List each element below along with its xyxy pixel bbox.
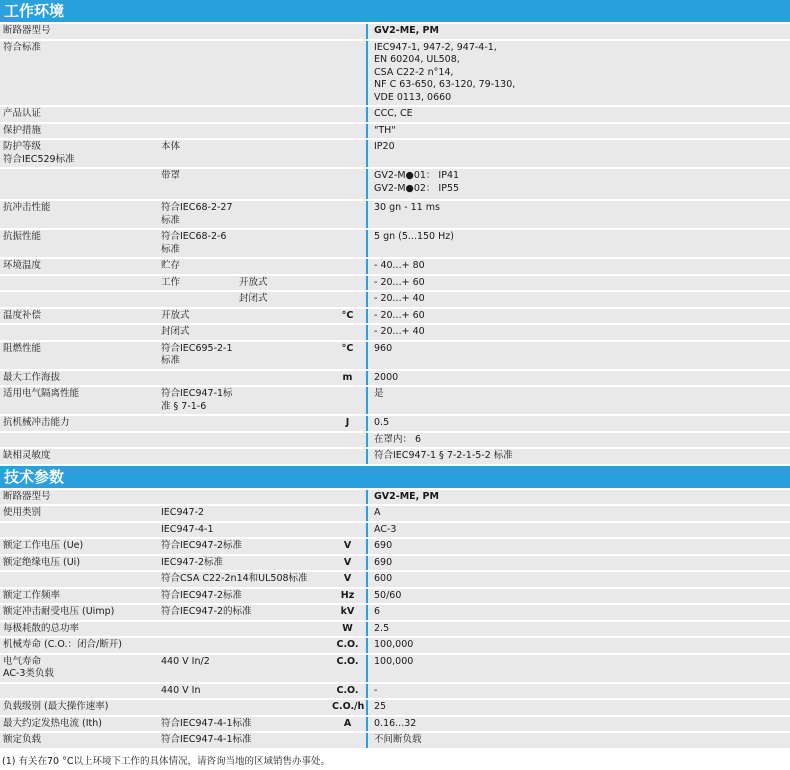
row-value: GV2-ME, PM [367,24,790,40]
row-label [0,432,158,449]
row-unit [329,106,367,123]
row-value: CCC, CE [367,106,790,123]
row-subcondition [236,229,329,258]
section-title-environment: 工作环境 [0,0,790,24]
row-label [0,168,158,200]
row-condition: 符合IEC947-2的标准 [158,604,329,621]
row-unit: °C [329,308,367,325]
row-condition [158,637,329,654]
environment-table [0,24,790,466]
row-value: 690 [367,538,790,555]
row-label: 负载级别 (最大操作速率) [0,699,158,716]
row-condition: 符合IEC947-4-1标准 [158,716,329,733]
row-value: 100,000 [367,637,790,654]
row-subcondition [236,370,329,387]
table-row [0,291,790,308]
row-value: GV2-M●01： IP41 GV2-M●02： IP55 [367,168,790,200]
row-condition: 符合IEC68-2-6标准 [158,229,236,258]
row-value: AC-3 [367,522,790,539]
table-row [0,637,790,654]
table-row [0,229,790,258]
table-row [0,683,790,700]
row-unit: C.O./h [329,699,367,716]
row-condition: IEC947-4-1 [158,522,329,539]
row-label: 阻燃性能 [0,341,158,370]
table-row [0,341,790,370]
row-label: 最大约定发热电流 (Ith) [0,716,158,733]
table-row [0,732,790,749]
row-condition [158,699,329,716]
row-unit: V [329,555,367,572]
row-condition: IEC947-2 [158,505,329,522]
row-label [0,683,158,700]
table-row [0,538,790,555]
row-value: 在罩内： 6 [367,432,790,449]
row-unit [329,291,367,308]
row-unit [329,40,367,107]
row-value: 690 [367,555,790,572]
row-condition [158,40,236,107]
row-condition [158,621,329,638]
row-subcondition [236,415,329,432]
row-value: 2000 [367,370,790,387]
row-subcondition [236,258,329,275]
table-row [0,571,790,588]
row-unit [329,139,367,168]
table-row [0,621,790,638]
row-value: GV2-ME, PM [367,490,790,506]
row-value: - 20...+ 60 [367,308,790,325]
row-condition: 符合CSA C22-2n14和UL508标准 [158,571,329,588]
technical-table [0,490,790,750]
row-condition: 符合IEC68-2-27标准 [158,200,236,229]
row-condition [158,415,236,432]
row-subcondition [236,106,329,123]
row-label: 断路器型号 [0,24,158,40]
row-value: "TH" [367,123,790,140]
table-row [0,106,790,123]
row-label: 抗机械冲击能力 [0,415,158,432]
row-unit: C.O. [329,637,367,654]
row-label: 防护等级 符合IEC529标准 [0,139,158,168]
table-row [0,324,790,341]
table-row [0,386,790,415]
row-value: 100,000 [367,654,790,683]
row-subcondition [236,448,329,465]
row-value: 0.5 [367,415,790,432]
footnote: (1) 有关在70 °C以上环境下工作的具体情况，请咨询当地的区域销售办事处。 [2,755,330,767]
row-condition: 工作 [158,275,236,292]
row-unit: m [329,370,367,387]
row-unit [329,448,367,465]
row-value: 600 [367,571,790,588]
row-unit [329,258,367,275]
row-unit: Hz [329,588,367,605]
row-unit: C.O. [329,654,367,683]
row-unit [329,732,367,749]
row-condition: 贮存 [158,258,236,275]
table-row [0,24,790,40]
row-unit [329,386,367,415]
row-condition: 本体 [158,139,236,168]
row-value: IP20 [367,139,790,168]
row-condition [158,448,236,465]
row-unit [329,432,367,449]
row-condition: 符合IEC947-2标准 [158,588,329,605]
row-subcondition [236,308,329,325]
row-condition: 符合IEC695-2-1标准 [158,341,236,370]
row-label: 每极耗散的总功率 [0,621,158,638]
row-label [0,571,158,588]
row-label: 电气寿命 AC-3类负载 [0,654,158,683]
row-label: 额定冲击耐受电压 (Uimp) [0,604,158,621]
row-label: 额定负载 [0,732,158,749]
row-condition: 440 V In/2 [158,654,329,683]
row-condition: 符合IEC947-2标准 [158,538,329,555]
row-subcondition [236,123,329,140]
row-subcondition [236,24,329,40]
row-value: IEC947-1, 947-2, 947-4-1, EN 60204, UL508, CSA C22-2 n°14, NF C 63-650, 63-120, 79-130, VDE 0113, 0660 [367,40,790,107]
row-label: 产品认证 [0,106,158,123]
row-subcondition [236,200,329,229]
table-row [0,522,790,539]
row-condition: 开放式 [158,308,236,325]
row-unit [329,168,367,200]
row-label: 额定工作频率 [0,588,158,605]
row-unit: C.O. [329,683,367,700]
table-row [0,370,790,387]
row-value: 不间断负载 [367,732,790,749]
table-row [0,308,790,325]
row-unit [329,200,367,229]
row-label: 温度补偿 [0,308,158,325]
row-subcondition [236,324,329,341]
row-label: 缺相灵敏度 [0,448,158,465]
row-subcondition [236,168,329,200]
row-unit [329,123,367,140]
row-subcondition: 封闭式 [236,291,329,308]
row-unit: V [329,571,367,588]
row-unit [329,522,367,539]
row-label [0,324,158,341]
row-label: 最大工作海拔 [0,370,158,387]
row-unit [329,505,367,522]
row-label: 符合标准 [0,40,158,107]
row-unit [329,490,367,506]
row-condition: 440 V In [158,683,329,700]
table-row [0,168,790,200]
row-value: 50/60 [367,588,790,605]
row-value: 2.5 [367,621,790,638]
row-label: 额定工作电压 (Ue) [0,538,158,555]
row-label: 适用电气隔离性能 [0,386,158,415]
table-row [0,588,790,605]
table-row [0,275,790,292]
row-unit: V [329,538,367,555]
row-label: 使用类别 [0,505,158,522]
table-row [0,258,790,275]
row-subcondition: 开放式 [236,275,329,292]
row-subcondition [236,432,329,449]
table-row [0,200,790,229]
row-value: - 20...+ 40 [367,291,790,308]
row-condition [158,370,236,387]
row-unit: °C [329,341,367,370]
row-condition [158,123,236,140]
row-label [0,522,158,539]
table-row [0,490,790,506]
row-unit: kV [329,604,367,621]
table-row [0,415,790,432]
row-label: 额定绝缘电压 (Ui) [0,555,158,572]
row-condition [158,490,329,506]
row-value: 960 [367,341,790,370]
table-row [0,699,790,716]
row-value: 5 gn (5...150 Hz) [367,229,790,258]
row-unit [329,275,367,292]
row-label: 断路器型号 [0,490,158,506]
table-row [0,40,790,107]
row-label: 抗冲击性能 [0,200,158,229]
row-condition: IEC947-2标准 [158,555,329,572]
row-condition [158,24,236,40]
table-row [0,716,790,733]
row-condition: 符合IEC947-1标准 § 7-1-6 [158,386,236,415]
row-unit [329,24,367,40]
table-row [0,139,790,168]
section-title-technical: 技术参数 [0,466,790,490]
row-value: A [367,505,790,522]
row-condition [158,432,236,449]
row-value: 30 gn - 11 ms [367,200,790,229]
row-unit: A [329,716,367,733]
row-value: - [367,683,790,700]
table-row [0,505,790,522]
row-label: 保护措施 [0,123,158,140]
row-value: - 20...+ 40 [367,324,790,341]
row-condition: 符合IEC947-4-1标准 [158,732,329,749]
row-value: - 20...+ 60 [367,275,790,292]
row-condition: 带罩 [158,168,236,200]
row-condition: 封闭式 [158,324,236,341]
row-value: 是 [367,386,790,415]
row-subcondition [236,341,329,370]
table-row [0,123,790,140]
row-condition [158,291,236,308]
table-row [0,555,790,572]
row-value: 0.16...32 [367,716,790,733]
row-value: 符合IEC947-1 § 7-2-1-5-2 标准 [367,448,790,465]
row-subcondition [236,139,329,168]
row-unit: J [329,415,367,432]
row-unit: W [329,621,367,638]
row-subcondition [236,40,329,107]
table-row [0,448,790,465]
row-unit [329,324,367,341]
table-row [0,432,790,449]
row-subcondition [236,386,329,415]
row-label: 机械寿命 (C.O.：闭合/断开) [0,637,158,654]
row-value: 6 [367,604,790,621]
row-label: 抗振性能 [0,229,158,258]
row-value: - 40...+ 80 [367,258,790,275]
row-value: 25 [367,699,790,716]
row-condition [158,106,236,123]
row-label [0,275,158,292]
row-label: 环境温度 [0,258,158,275]
table-row [0,604,790,621]
row-unit [329,229,367,258]
row-label [0,291,158,308]
table-row [0,654,790,683]
